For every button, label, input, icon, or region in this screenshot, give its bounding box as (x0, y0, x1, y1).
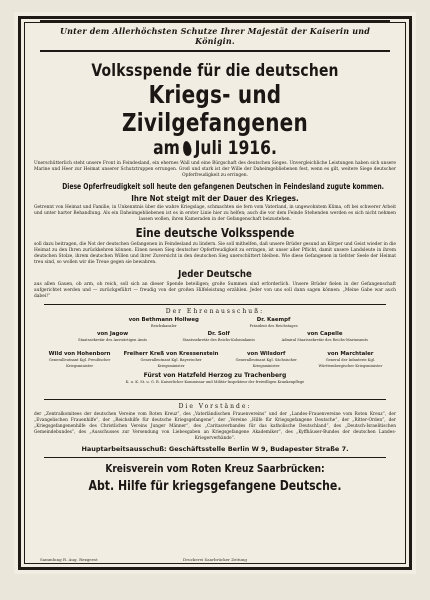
committee-member: Dr. Solf Staatssekretär des Reichs-Kolonialamts (182, 331, 255, 342)
patronage-band (40, 20, 390, 52)
committee-heading: Der Ehrenausschuß: (165, 308, 265, 315)
committee-member: von Marchtaler General der Infanterie Kgl. Württembergischer Kriegsminister (318, 351, 383, 368)
emphasis-line-1: Diese Opferfreudigkeit soll heute den gefangenen Deutschen in Feindesland zugute kommen. (62, 182, 384, 191)
date-rest: Juli 1916. (194, 137, 277, 159)
committee-member: von Wilsdorf Generalleutnant Kgl. Sächsischer Kriegsminister (235, 351, 297, 368)
subheading-volksspende: Eine deutsche Volksspende (135, 226, 295, 240)
divider (44, 304, 386, 305)
committee-member: Wild von Hohenborn Generalleutnant Kgl. Preußischer Kriegsminister (48, 351, 111, 368)
office-address: Hauptarbeitsausschuß: Geschäftsstelle Berlin W 9, Budapester Straße 7. (81, 445, 349, 453)
paragraph-jeder: aus allen Gauen, ob arm, ob reich, soll sich an dieser Spende beteiligen; große Summen sind erforderlich. Unsere Brüder fielen in der Gefangenschaft aufgerichtet werden und — zurückgeführt — freudig von der großen Hilfeleistung erzählen. Jeder von uns soll dann sagen können: „Meine Gabe war auch dabei!“ (34, 282, 396, 299)
board-paragraph: der „Zentralkomitees der deutschen Vereine vom Roten Kreuz“, des „Vaterländischen Frauenvereins“ und der „Landes-Frauenvereine vom Roten Kreuz“, der „Evangelischen Frauenhilfe“, der „Reichshilfe für deutsche Kriegsgefangene“, der „Vereine „Hilfe für Kriegsgefangene Deutsche“, der „Ritter-Orden“, der „Kriegsgefangenenhilfe des Christlichen Vereins Junger Männer“, des „Caritasverbandes für das katholische Deutschland“, des „Deutsch-Israelitischen Gemeindebundes“, des „Ausschusses zur Versendung von Liebesgaben an Kriegsgefangene Akademiker“, des „Kyffhäuser-Bundes der deutschen Landes-Kriegerverbände“. (34, 412, 396, 441)
divider (44, 399, 386, 400)
local-chapter-line: Kreisverein vom Roten Kreuz Saarbrücken: (105, 463, 325, 475)
committee-member: von Jagow Staatssekretär des Auswärtigen Amts (78, 331, 147, 342)
patronage-line: Unter dem Allerhöchsten Schutze Ihrer Majestät der Kaiserin und Königin. (59, 26, 371, 46)
intro-paragraph: Unerschütterlich steht unsere Front in Feindesland, ein ehernes Wall und eine Bürgschaft des deutschen Sieges. Unvergleichliche Leistungen haben sich unsere Marine und Heer zur Heimat unserer Schutztruppen errungen. Groß und stark ist der Wille der Daheimgebliebenen fest, wenn es gilt, weitere Siege deutscher Opferfreudigkeit zu erringen. (34, 161, 396, 178)
committee-grid (32, 317, 398, 397)
committee-member: Fürst von Hatzfeld Herzog zu Trachenberg K. u. K. St. u. G. R. Kaiserlicher Kommissar und Militär-Inspekteur der freiwilligen Krankenpflege (125, 372, 305, 384)
title-line-1: Volksspende für die deutschen (91, 61, 339, 81)
board-heading: Die Vorstände: (178, 403, 252, 410)
committee-member: von Capelle Admiral Staatssekretär des Reichs-Marineamts (281, 331, 368, 342)
committee-member: Freiherr Kreß von Kressenstein Generalleutnant Kgl. Bayerischer Kriegsminister (123, 351, 219, 368)
footer-printer-note: Druckerei Saarbrücker Zeitung (183, 557, 247, 562)
paragraph-1: Getrennt von Heimat und Familie, in Unkenntnis über die wahre Kriegslage, schmachten sie fern vom Vaterland, in ungewohntem Klima, oft bei schwerer Arbeit und unter harter Behandlung. Als ein Daheimgebliebenen ist es in erster Linie hier zu helfen; auch die vor dem Feinde Stehenden werden es sich nicht nehmen lassen wollen, ihren Kameraden in der Gefangenschaft beizustehen. (34, 205, 396, 222)
poster-content (24, 20, 406, 568)
local-department-line: Abt. Hilfe für kriegsgefangene Deutsche. (88, 479, 342, 494)
paragraph-2: soll dazu beitragen, die Not der deutschen Gefangenen in Feindesland zu lindern. Sie soll mithelfen, daß unsere Brüder gesund an Körper und Geist wieder in die Heimat zu den Ihren zurückkehren können. Einen neuen Sieg deutscher Opferfreudigkeit zu erringen, ist unser aller Pflicht, damit unsere Landsleute in ihrem deutschen Stolze, ihrem deutschen Willen und ihrer Zuversicht in den deutschen Sieg unerschüttert bleiben. Wie diese Gefangenen in tiefster Seele der Heimat treu sind, so wollen wir die Treue gegen sie bewahren. (34, 242, 397, 265)
committee-member: Dr. Kaempf Präsident des Reichstages (249, 317, 298, 328)
footer-collection-note: Sammlung R. Aug. Rexgeest (40, 557, 98, 562)
divider (44, 457, 386, 458)
heading-jeder-deutsche: Jeder Deutsche (178, 269, 252, 280)
poster-sheet (14, 12, 416, 574)
title-line-2: Kriegs- und Zivilgefangenen (122, 80, 308, 137)
committee-member: von Bethmann Hollweg Reichskanzler (128, 317, 199, 328)
emphasis-line-2: Ihre Not steigt mit der Dauer des Krieges. (131, 193, 299, 203)
date-line (58, 137, 371, 159)
ink-blot-icon (182, 140, 193, 157)
date-prefix: am (153, 137, 180, 159)
